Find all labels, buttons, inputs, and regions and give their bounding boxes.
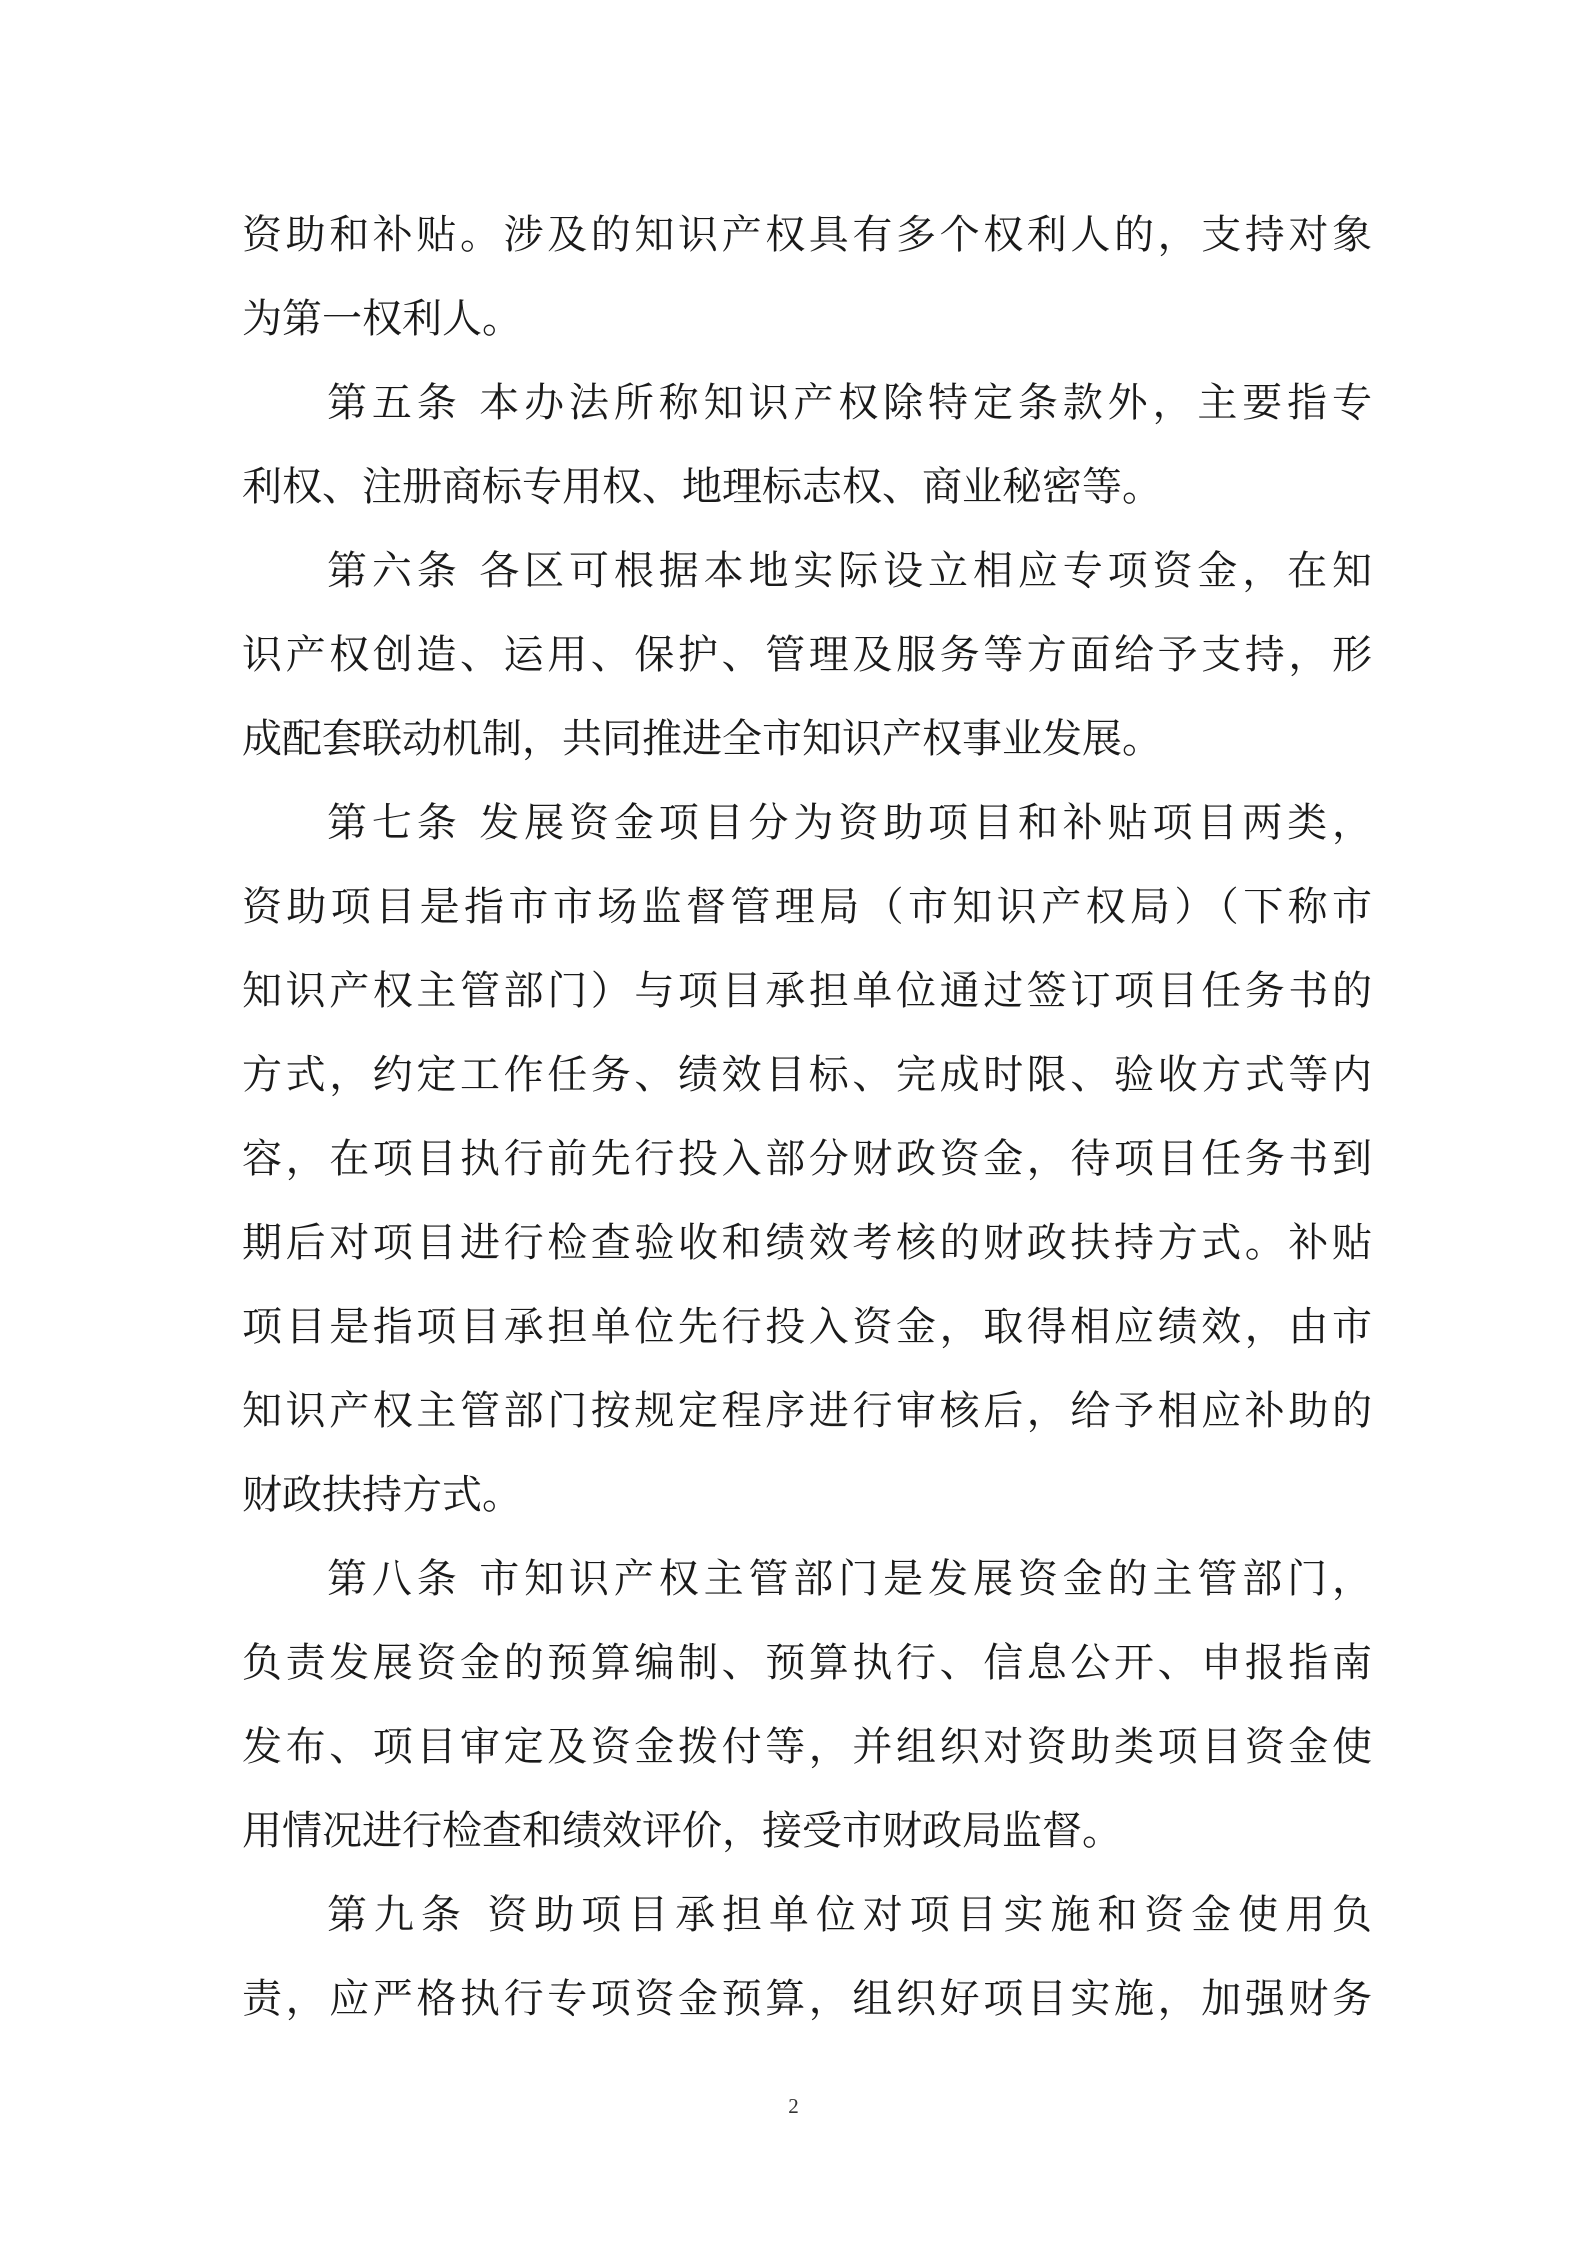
text-line: 发布、项目审定及资金拨付等，并组织对资助类项目资金使 (242, 1724, 1372, 1770)
text-line: 负责发展资金的预算编制、预算执行、信息公开、申报指南 (242, 1640, 1372, 1686)
page-number: 2 (788, 2094, 799, 2118)
text-line: 知识产权主管部门）与项目承担单位通过签订项目任务书的 (242, 968, 1372, 1014)
text-line: 资助项目是指市市场监督管理局（市知识产权局）（下称市 (242, 884, 1372, 930)
text-line: 期后对项目进行检查验收和绩效考核的财政扶持方式。补贴 (242, 1220, 1372, 1266)
text-line: 用情况进行检查和绩效评价，接受市财政局监督。 (242, 1808, 1122, 1854)
article-6-line: 第六条 各区可根据本地实际设立相应专项资金，在知 (327, 548, 1372, 594)
text-line: 资助和补贴。涉及的知识产权具有多个权利人的，支持对象 (242, 212, 1372, 258)
text-line: 容，在项目执行前先行投入部分财政资金，待项目任务书到 (242, 1136, 1372, 1182)
text-line: 财政扶持方式。 (242, 1472, 522, 1518)
text-line: 项目是指项目承担单位先行投入资金，取得相应绩效，由市 (242, 1304, 1372, 1350)
article-9-line: 第九条 资助项目承担单位对项目实施和资金使用负 (327, 1892, 1372, 1938)
text-line: 知识产权主管部门按规定程序进行审核后，给予相应补助的 (242, 1388, 1372, 1434)
text-line: 成配套联动机制，共同推进全市知识产权事业发展。 (242, 716, 1162, 762)
text-line: 责，应严格执行专项资金预算，组织好项目实施，加强财务 (242, 1976, 1372, 2022)
article-8-line: 第八条 市知识产权主管部门是发展资金的主管部门， (327, 1556, 1372, 1602)
text-line: 识产权创造、运用、保护、管理及服务等方面给予支持，形 (242, 632, 1372, 678)
text-line: 为第一权利人。 (242, 296, 522, 342)
text-line: 利权、注册商标专用权、地理标志权、商业秘密等。 (242, 464, 1162, 510)
article-5-line: 第五条 本办法所称知识产权除特定条款外，主要指专 (327, 380, 1372, 426)
text-line: 方式，约定工作任务、绩效目标、完成时限、验收方式等内 (242, 1052, 1372, 1098)
article-7-line: 第七条 发展资金项目分为资助项目和补贴项目两类， (327, 800, 1372, 846)
